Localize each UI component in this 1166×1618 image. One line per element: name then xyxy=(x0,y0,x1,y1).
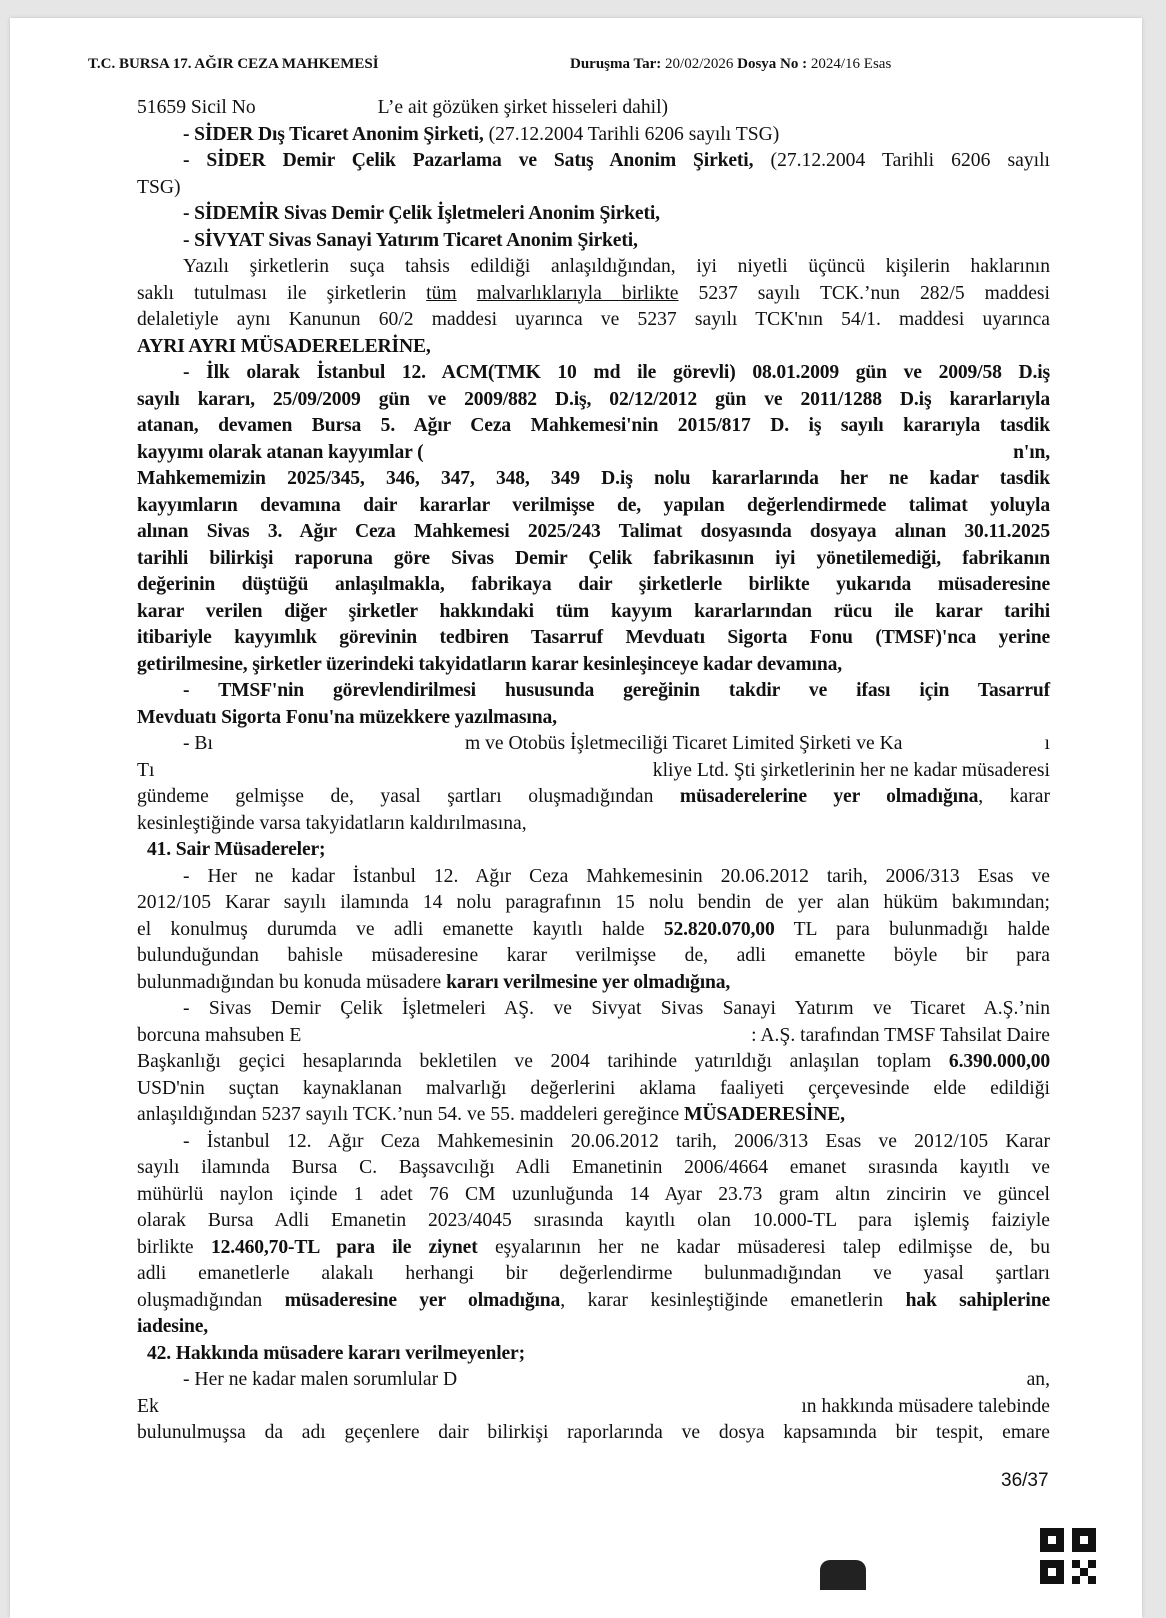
text-segment: - İstanbul 12. Ağır Ceza Mahkemesinin 20.06.2012 tarih, 2006/313 Esas ve 2012/105 Karar xyxy=(183,1130,1050,1152)
text-segment: anlaşıldığından 5237 sayılı TCK.’nun 54. ve 55. maddeleri gereğince xyxy=(137,1104,685,1125)
text-line-content xyxy=(137,784,1050,810)
text-line-content xyxy=(137,307,1050,333)
text-line xyxy=(137,413,1050,439)
text-line-content xyxy=(137,175,181,201)
text-line xyxy=(183,360,1050,386)
text-line xyxy=(183,1367,1050,1393)
text-line-content xyxy=(183,864,1050,890)
text-line-content xyxy=(137,466,1050,492)
text-line-content xyxy=(183,996,1050,1022)
page-number: 36/37 xyxy=(1001,1470,1049,1491)
text-line-content xyxy=(137,758,1050,784)
text-segment: el konulmuş durumda ve adli emanette kayıtlı halde xyxy=(137,918,664,940)
text-segment: eşyalarının her ne kadar müsaderesi talep edilmişse de, bu xyxy=(477,1236,1050,1258)
text-line xyxy=(137,625,1050,651)
text-line-content xyxy=(137,970,730,996)
text-line xyxy=(183,996,1050,1022)
text-segment: Tı xyxy=(137,759,155,781)
text-segment: ın hakkında müsadere talebinde xyxy=(801,1395,1050,1417)
text-segment: - Bı xyxy=(183,733,213,754)
text-segment: borcuna mahsuben E xyxy=(137,1024,302,1046)
text-line xyxy=(183,148,1050,174)
redacted-gap xyxy=(301,1023,751,1049)
text-line-content xyxy=(137,1102,845,1128)
text-segment: delaletiyle aynı Kanunun 60/2 maddesi uyarınca ve 5237 sayılı TCK'nın 54/1. maddesi uyarınca xyxy=(137,309,1050,330)
text-line-content xyxy=(137,413,1050,439)
bold-text: getirilmesine, şirketler üzerindeki takyidatların karar kesinleşinceye kadar devamına, xyxy=(137,653,842,675)
text-line-content xyxy=(137,1023,1050,1049)
bold-text: müsaderesine yer olmadığına xyxy=(284,1289,561,1311)
text-line-content xyxy=(137,440,1050,466)
text-segment: 2012/105 Karar sayılı ilamında 14 nolu paragrafının 15 nolu bendin de yer alan hüküm bakımından; xyxy=(137,892,1050,913)
text-line-content xyxy=(137,1208,1050,1234)
text-segment: TL para bulunmadığı halde xyxy=(774,918,1050,940)
redacted-gap xyxy=(902,731,1044,757)
bold-text: 42. Hakkında müsadere kararı verilmeyenler; xyxy=(147,1342,525,1364)
text-segment: saklı tutulması ile şirketlerin xyxy=(137,282,427,304)
bold-text: - SİVYAT Sivas Sanayi Yatırım Ticaret Anonim Şirketi, xyxy=(183,229,638,251)
text-line xyxy=(137,890,1050,916)
text-segment: tüm xyxy=(426,282,457,304)
text-segment: Başkanlığı geçici hesaplarında bekletilen ve 2004 tarihinde yatırıldığı anlaşılan toplam xyxy=(137,1051,949,1072)
text-segment: 51659 Sicil No xyxy=(137,97,256,118)
text-segment: (27.12.2004 Tarihli 6206 sayılı TSG) xyxy=(483,123,780,145)
text-line xyxy=(137,281,1050,307)
text-segment: oluşmadığından xyxy=(137,1289,285,1311)
text-line xyxy=(137,943,1050,969)
text-line-content xyxy=(137,1314,208,1340)
bold-text: - İlk olarak İstanbul 12. ACM(TMK 10 md ile görevli) 08.01.2009 gün ve 2009/58 D.iş xyxy=(183,362,1050,383)
text-line xyxy=(137,917,1050,943)
text-line xyxy=(137,1261,1050,1287)
text-segment: birlikte xyxy=(137,1236,211,1258)
bold-text: - TMSF'nin görevlendirilmesi hususunda gereğinin takdir ve ifası için Tasarruf xyxy=(183,680,1050,701)
text-segment: olarak Bursa Adli Emanetin 2023/4045 sırasında kayıtlı olan 10.000-TL para işlemiş faiziyle xyxy=(137,1210,1050,1231)
text-line xyxy=(137,1208,1050,1234)
text-segment: TSG) xyxy=(137,176,181,198)
text-line xyxy=(137,1155,1050,1181)
text-line-content xyxy=(137,281,1050,307)
text-segment xyxy=(457,283,477,304)
text-line xyxy=(137,1076,1050,1102)
decorative-shape xyxy=(820,1560,866,1590)
text-line-content xyxy=(183,148,1050,174)
text-line xyxy=(137,1420,1050,1446)
text-line xyxy=(137,599,1050,625)
text-line xyxy=(137,387,1050,413)
text-line-content xyxy=(137,1261,1050,1287)
bold-text: 12.460,70-TL para ile ziynet xyxy=(210,1236,478,1258)
text-segment: - Her ne kadar İstanbul 12. Ağır Ceza Mahkemesinin 20.06.2012 tarih, 2006/313 Esas ve xyxy=(183,865,1050,887)
text-segment: : A.Ş. tarafından TMSF Tahsilat Daire xyxy=(751,1024,1050,1046)
text-line-content xyxy=(137,519,1050,545)
hearing-info xyxy=(570,56,891,73)
text-line-content xyxy=(183,228,638,254)
text-segment: - Her ne kadar malen sorumlular D xyxy=(183,1369,458,1390)
text-segment: 5237 sayılı TCK.’nun 282/5 maddesi xyxy=(678,282,1050,304)
text-line xyxy=(137,466,1050,492)
text-line xyxy=(137,546,1050,572)
file-label: Dosya No : xyxy=(737,56,808,72)
text-segment: kliye Ltd. Şti şirketlerinin her ne kadar müsaderesi xyxy=(652,759,1050,781)
text-segment: L’e ait gözüken şirket hisseleri dahil) xyxy=(377,97,669,118)
text-line xyxy=(137,334,1050,360)
text-line-content xyxy=(137,334,431,360)
text-line xyxy=(137,440,1050,466)
redacted-gap xyxy=(213,731,465,757)
text-segment: sayılı ilamında Bursa C. Başsavcılığı Adli Emanetinin 2006/4664 emanet sırasında kayıtlı ve xyxy=(137,1157,1050,1178)
redacted-gap xyxy=(457,1367,1026,1393)
text-line-content xyxy=(137,1420,1050,1446)
text-line xyxy=(137,519,1050,545)
text-line xyxy=(137,1182,1050,1208)
text-line-content xyxy=(183,1367,1050,1393)
bold-text: - SİDER Demir Çelik Pazarlama ve Satış Anonim Şirketi, xyxy=(183,150,754,171)
text-segment: bulunduğundan bahisle müsaderesine karar verilmişse de, adli emanette böyle bir para xyxy=(137,945,1050,966)
bold-text: müsaderelerine yer olmadığına xyxy=(679,786,979,807)
text-segment: bulunulmuşsa da adı geçenlere dair bilirkişi raporlarında ve dosya kapsamında bir tespit, emare xyxy=(137,1422,1050,1443)
text-line-content xyxy=(183,360,1050,386)
text-line-content xyxy=(137,890,1050,916)
text-line xyxy=(147,1341,1050,1367)
bold-text: 6.390.000,00 xyxy=(948,1051,1050,1072)
text-line xyxy=(183,1129,1050,1155)
bold-text: 41. Sair Müsadereler; xyxy=(147,839,326,860)
text-segment: adli emanetlerle alakalı herhangi bir değerlendirme bulunmadığından ve yasal şartları xyxy=(137,1263,1050,1284)
bold-text: değerinin düştüğü anlaşılmakla, fabrikaya dair şirketlerle birlikte yukarıda müsaderesine xyxy=(137,574,1050,595)
bold-text: - SİDEMİR Sivas Demir Çelik İşletmeleri Anonim Şirketi, xyxy=(183,203,660,224)
text-line xyxy=(137,1288,1050,1314)
text-line-content xyxy=(137,1155,1050,1181)
text-line xyxy=(137,705,1050,731)
text-line xyxy=(137,970,1050,996)
text-line-content xyxy=(137,1288,1050,1314)
bold-text: itibariyle kayyımlık görevinin tedbiren Tasarruf Mevduatı Sigorta Fonu (TMSF)'nca yerine xyxy=(137,627,1050,648)
bold-text: tarihli bilirkişi raporuna göre Sivas Demir Çelik fabrikasının iyi yönetilemediği, fabrikanın xyxy=(137,547,1050,569)
text-line-content xyxy=(137,493,1050,519)
bold-text: 52.820.070,00 xyxy=(663,918,775,940)
text-line xyxy=(137,1235,1050,1261)
bold-text: atanan, devamen Bursa 5. Ağır Ceza Mahkemesi'nin 2015/817 D. iş sayılı kararıyla tasdik xyxy=(137,415,1050,436)
text-line-content xyxy=(137,943,1050,969)
bold-text: iadesine, xyxy=(137,1316,209,1337)
bold-text: n'ın, xyxy=(1013,441,1050,463)
bold-text: hak sahiplerine xyxy=(905,1289,1051,1311)
text-line xyxy=(183,731,1050,757)
text-line-content xyxy=(137,572,1050,598)
bold-text: AYRI AYRI MÜSADERELERİNE, xyxy=(137,335,431,357)
bold-text: Mevduatı Sigorta Fonu'na müzekkere yazılmasına, xyxy=(137,706,557,728)
text-segment: an, xyxy=(1026,1369,1050,1390)
redacted-gap xyxy=(154,758,652,784)
redacted-gap xyxy=(256,95,378,121)
text-segment: gündeme gelmişse de, yasal şartları oluşmadığından xyxy=(137,786,680,807)
text-line-content xyxy=(183,678,1050,704)
text-line xyxy=(183,228,1050,254)
text-line-content xyxy=(137,705,557,731)
text-line xyxy=(137,652,1050,678)
bold-text: kayyımların devamına dair kararlar verilmişse de, yapılan değerlendirmede talimat yoluyla xyxy=(137,494,1050,516)
hearing-label: Duruşma Tar: xyxy=(570,56,662,72)
text-line xyxy=(137,1314,1050,1340)
text-line-content xyxy=(137,1049,1050,1075)
text-line xyxy=(147,837,1050,863)
text-line xyxy=(137,1394,1050,1420)
text-line xyxy=(137,572,1050,598)
text-line-content xyxy=(147,837,325,863)
text-segment: malvarlıklarıyla birlikte xyxy=(476,282,679,304)
text-line xyxy=(137,175,1050,201)
text-segment: ı xyxy=(1044,733,1050,754)
text-segment: , karar kesinleştiğinde emanetlerin xyxy=(560,1289,906,1311)
text-line-content xyxy=(147,1341,525,1367)
text-segment: (27.12.2004 Tarihli 6206 sayılı xyxy=(753,150,1051,171)
text-line-content xyxy=(137,811,527,837)
text-line-content xyxy=(137,546,1050,572)
bold-text: - SİDER Dış Ticaret Anonim Şirketi, xyxy=(183,123,484,145)
text-line-content xyxy=(137,599,1050,625)
text-line xyxy=(137,811,1050,837)
text-line-content xyxy=(137,652,842,678)
text-segment: , karar xyxy=(978,786,1050,807)
text-line-content xyxy=(137,95,1050,121)
bold-text: kayyımı olarak atanan kayyımlar ( xyxy=(137,441,424,463)
text-segment: kesinleştiğinde varsa takyidatların kaldırılmasına, xyxy=(137,812,527,834)
text-line xyxy=(137,1049,1050,1075)
text-line-content xyxy=(183,254,1050,280)
bold-text: Mahkememizin 2025/345, 346, 347, 348, 349 D.iş nolu kararlarında her ne kadar tasdik xyxy=(137,468,1050,489)
text-segment: m ve Otobüs İşletmeciliği Ticaret Limited Şirketi ve Ka xyxy=(464,733,903,754)
text-segment: Yazılı şirketlerin suça tahsis edildiği anlaşıldığından, iyi niyetli üçüncü kişilerin haklarının xyxy=(183,256,1050,277)
text-line-content xyxy=(137,917,1050,943)
text-segment: USD'nin suçtan kaynaklanan malvarlığı değerlerini aklama faaliyeti çerçevesinde elde edildiği xyxy=(137,1077,1050,1099)
redacted-gap xyxy=(159,1394,802,1420)
text-segment: Ek xyxy=(137,1395,159,1417)
text-segment: bulunmadığından bu konuda müsadere xyxy=(137,971,447,993)
file-number: 2024/16 Esas xyxy=(810,56,892,72)
hearing-date: 20/02/2026 xyxy=(665,56,734,72)
text-line-content xyxy=(183,122,779,148)
text-line xyxy=(137,758,1050,784)
text-segment: mühürlü naylon içinde 1 adet 76 CM uzunluğunda 14 Ayar 23.73 gram altın zincirin ve güncel xyxy=(137,1183,1050,1205)
text-segment: - Sivas Demir Çelik İşletmeleri AŞ. ve Sivyat Sivas Sanayi Yatırım ve Ticaret A.Ş.’nin xyxy=(183,998,1050,1019)
text-line xyxy=(137,95,1050,121)
redacted-gap xyxy=(423,440,1013,466)
text-line-content xyxy=(137,1076,1050,1102)
text-line-content xyxy=(137,1394,1050,1420)
qr-code-icon xyxy=(1040,1528,1096,1584)
text-line-content xyxy=(137,1235,1050,1261)
text-line xyxy=(183,201,1050,227)
text-line-content xyxy=(183,201,660,227)
bold-text: karar verilen diğer şirketler hakkındaki tüm kayyım kararlarından rücu ile karar tarihi xyxy=(137,600,1050,622)
text-line xyxy=(183,122,1050,148)
text-line-content xyxy=(183,1129,1050,1155)
text-line-content xyxy=(183,731,1050,757)
text-line xyxy=(183,678,1050,704)
text-line xyxy=(137,784,1050,810)
court-name: T.C. BURSA 17. AĞIR CEZA MAHKEMESİ xyxy=(88,56,379,72)
text-line xyxy=(137,1023,1050,1049)
bold-text: sayılı kararı, 25/09/2009 gün ve 2009/882 D.iş, 02/12/2012 gün ve 2011/1288 D.iş kararlarıyla xyxy=(137,388,1050,410)
text-line xyxy=(183,864,1050,890)
text-line-content xyxy=(137,625,1050,651)
bold-text: MÜSADERESİNE, xyxy=(684,1104,845,1125)
text-line xyxy=(137,493,1050,519)
text-line xyxy=(137,1102,1050,1128)
text-line-content xyxy=(137,387,1050,413)
text-line xyxy=(137,307,1050,333)
bold-text: kararı verilmesine yer olmadığına, xyxy=(446,971,731,993)
bold-text: alınan Sivas 3. Ağır Ceza Mahkemesi 2025/243 Talimat dosyasında dosyaya alınan 30.11.2025 xyxy=(137,521,1050,542)
text-line xyxy=(183,254,1050,280)
text-line-content xyxy=(137,1182,1050,1208)
